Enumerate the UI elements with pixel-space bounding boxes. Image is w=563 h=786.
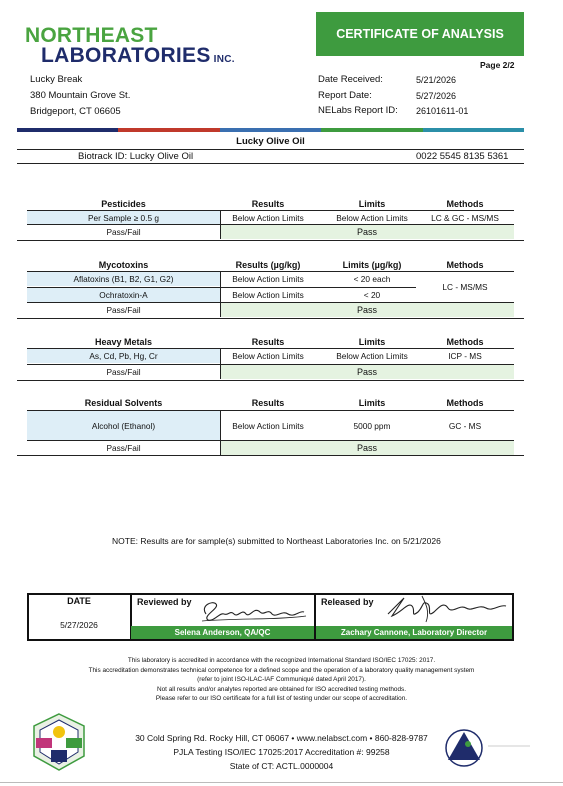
client-name: Lucky Break bbox=[30, 74, 83, 85]
state-license: State of CT: ACTL.0000004 bbox=[229, 761, 334, 771]
report-date-label: Report Date: bbox=[318, 90, 372, 101]
table-cell: Below Action Limits bbox=[232, 274, 304, 284]
released-by-label: Released by bbox=[321, 597, 374, 607]
passfail-label: Pass/Fail bbox=[106, 443, 141, 453]
table-cell: As, Cd, Pb, Hg, Cr bbox=[27, 349, 220, 363]
pass-result: Pass bbox=[220, 225, 514, 239]
table-cell: Below Action Limits bbox=[232, 420, 304, 431]
table-cell: ICP - MS bbox=[448, 351, 482, 361]
divider bbox=[0, 782, 563, 783]
divider bbox=[220, 272, 221, 317]
pass-result: Pass bbox=[220, 365, 514, 379]
col-header: Methods bbox=[446, 398, 484, 408]
table-cell: 5000 ppm bbox=[353, 420, 391, 431]
releaser-signature bbox=[382, 592, 510, 624]
date-received-label: Date Received: bbox=[318, 74, 383, 85]
divider bbox=[220, 411, 221, 455]
pass-result: Pass bbox=[220, 441, 514, 455]
report-id: 26101611-01 bbox=[416, 106, 469, 116]
accreditation-text: This laboratory is accredited in accordance with the recognized International Standard ISO/IEC 17025: 2017. bbox=[127, 657, 436, 664]
col-header: Methods bbox=[446, 199, 484, 209]
divider bbox=[17, 163, 524, 164]
color-segment bbox=[118, 128, 219, 132]
table-cell: Below Action Limits bbox=[232, 212, 304, 223]
date-received: 5/21/2026 bbox=[416, 75, 457, 85]
biotrack-id: Biotrack ID: Lucky Olive Oil bbox=[78, 151, 194, 162]
col-header: Limits bbox=[358, 398, 386, 408]
lab-contact: 30 Cold Spring Rd. Rocky Hill, CT 06067 • www.nelabsct.com • 860-828-9787 bbox=[135, 733, 428, 743]
table-cell: LC & GC - MS/MS bbox=[431, 212, 499, 223]
col-header: Heavy Metals bbox=[94, 337, 153, 347]
page-number: Page 2/2 bbox=[480, 60, 515, 70]
table-cell: < 20 each bbox=[353, 274, 391, 284]
company-logo bbox=[25, 24, 255, 66]
divider bbox=[220, 349, 221, 379]
table-cell: Ochratoxin-A bbox=[27, 288, 220, 302]
table-cell: Below Action Limits bbox=[336, 212, 408, 223]
divider bbox=[17, 380, 524, 381]
submission-note: NOTE: Results are for sample(s) submitted to Northeast Laboratories Inc. on 5/21/2026 bbox=[112, 536, 441, 546]
logo-inc: INC. bbox=[213, 54, 235, 65]
col-header: Results (µg/kg) bbox=[235, 260, 301, 270]
table-cell: Alcohol (Ethanol) bbox=[27, 411, 220, 440]
passfail-label: Pass/Fail bbox=[106, 227, 141, 237]
table-cell: < 20 bbox=[363, 290, 381, 300]
logo-line2: LABORATORIES INC. bbox=[41, 44, 235, 67]
color-segment bbox=[321, 128, 422, 132]
divider bbox=[17, 149, 524, 150]
signature-date: 5/27/2026 bbox=[60, 620, 98, 630]
col-header: Results bbox=[251, 199, 285, 209]
col-header: Mycotoxins bbox=[98, 260, 149, 270]
accreditation-text: (refer to joint ISO-ILAC-IAF Communiqué dated April 2017). bbox=[197, 676, 366, 683]
table-cell: Aflatoxins (B1, B2, G1, G2) bbox=[27, 272, 220, 286]
reviewed-by-label: Reviewed by bbox=[137, 597, 192, 607]
col-header: Pesticides bbox=[101, 199, 146, 209]
passfail-label: Pass/Fail bbox=[106, 305, 141, 315]
accreditation-text: This accreditation demonstrates technical competence for a defined scope and the operation of a laboratory quality management system bbox=[88, 667, 475, 674]
color-segment bbox=[17, 128, 118, 132]
table-cell: Per Sample ≥ 0.5 g bbox=[27, 211, 220, 224]
table-cell: Below Action Limits bbox=[232, 290, 304, 300]
date-label: DATE bbox=[67, 596, 91, 606]
reviewer-name: Selena Anderson, QA/QC bbox=[131, 626, 314, 639]
divider bbox=[17, 455, 524, 456]
product-name: Lucky Olive Oil bbox=[236, 136, 305, 147]
color-segment bbox=[423, 128, 524, 132]
reviewer-signature bbox=[198, 596, 310, 624]
col-header: Results bbox=[251, 398, 285, 408]
accreditation-text: Not all results and/or analytes reported are obtained for ISO accredited testing methods. bbox=[156, 686, 407, 693]
col-header: Limits bbox=[358, 337, 386, 347]
report-id-label: NELabs Report ID: bbox=[318, 105, 398, 116]
table-cell: LC - MS/MS bbox=[442, 282, 488, 292]
pjla-accreditation: PJLA Testing ISO/IEC 17025:2017 Accreditation #: 99258 bbox=[173, 747, 390, 757]
accreditation-text: Please refer to our ISO certificate for a full list of testing under our scope of accreditation. bbox=[155, 695, 408, 702]
client-city: Bridgeport, CT 06605 bbox=[30, 106, 121, 117]
client-street: 380 Mountain Grove St. bbox=[30, 90, 131, 101]
col-header: Methods bbox=[446, 260, 484, 270]
certificate-title: CERTIFICATE OF ANALYSIS bbox=[316, 12, 524, 56]
passfail-label: Pass/Fail bbox=[106, 367, 141, 377]
col-header: Results bbox=[251, 337, 285, 347]
color-segment bbox=[220, 128, 321, 132]
divider bbox=[17, 318, 524, 319]
divider bbox=[17, 240, 524, 241]
pass-result: Pass bbox=[220, 303, 514, 317]
table-cell: GC - MS bbox=[448, 420, 482, 431]
col-header: Residual Solvents bbox=[84, 398, 163, 408]
divider bbox=[220, 211, 221, 239]
logo-line1: NORTHEAST bbox=[25, 24, 158, 47]
col-header: Limits (µg/kg) bbox=[342, 260, 402, 270]
report-date: 5/27/2026 bbox=[416, 91, 457, 101]
table-cell: Below Action Limits bbox=[336, 351, 408, 361]
releaser-name: Zachary Cannone, Laboratory Director bbox=[316, 626, 512, 639]
sample-barcode: 0022 5545 8135 5361 bbox=[416, 151, 509, 162]
col-header: Limits bbox=[358, 199, 386, 209]
col-header: Methods bbox=[446, 337, 484, 347]
color-divider bbox=[17, 128, 524, 132]
table-cell: Below Action Limits bbox=[232, 351, 304, 361]
